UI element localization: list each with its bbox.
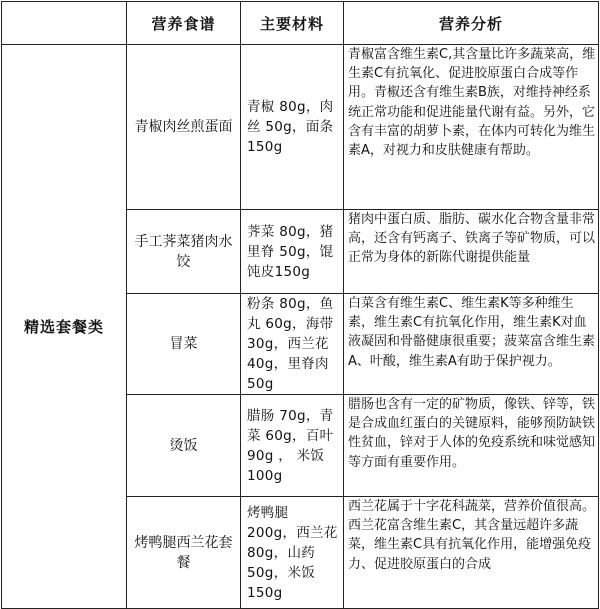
header-materials: 主要材料	[241, 2, 344, 45]
analysis-cell: 青椒富含维生素C,其含量比许多蔬菜高，维生素C有抗氧化、促进胶原蛋白合成等作用。青椒还含有维生素B族，对维持神经系统正常功能和促进能量代谢有益。另外，它含有丰富的胡萝卜素，在体内可转化为维生素A，对视力和皮肤健康有帮助。	[344, 45, 599, 210]
materials-cell: 荠菜 80g，猪里脊 50g，馄饨皮150g	[241, 210, 344, 294]
header-row	[2, 2, 599, 45]
analysis-cell: 西兰花属于十字花科蔬菜，营养价值很高。西兰花富含维生素C，其含量远超许多蔬菜，维生素C具有抗氧化作用，能增强免疫力、促进胶原蛋白的合成	[344, 497, 599, 609]
materials-cell: 烤鸭腿 200g，西兰花 80g，山药 50g，米饭 150g	[241, 497, 344, 609]
table-row	[2, 45, 599, 210]
category-cell: 精选套餐类	[2, 45, 127, 609]
recipe-cell: 烫饭	[127, 395, 241, 497]
materials-cell: 青椒 80g，肉丝 50g，面条 150g	[241, 45, 344, 210]
header-analysis: 营养分析	[344, 2, 599, 45]
materials-cell: 腊肠 70g，青菜 60g，百叶 90g ， 米饭 100g	[241, 395, 344, 497]
analysis-cell: 腊肠也含有一定的矿物质，像铁、锌等，铁是合成血红蛋白的关键原料，能够预防缺铁性贫血，锌对于人体的免疫系统和味觉感知等方面有重要作用。	[344, 395, 599, 497]
recipe-cell: 冒菜	[127, 294, 241, 395]
header-blank	[2, 2, 127, 45]
analysis-cell: 白菜含有维生素C、维生素K等多种维生素，维生素C有抗氧化作用，维生素K对血液凝固和骨骼健康很重要；菠菜富含维生素A、叶酸，维生素A有助于保护视力。	[344, 294, 599, 395]
nutrition-table	[1, 1, 599, 609]
header-recipe: 营养食谱	[127, 2, 241, 45]
recipe-cell: 青椒肉丝煎蛋面	[127, 45, 241, 210]
materials-cell: 粉条 80g，鱼丸 60g，海带 30g，西兰花 40g，里脊肉 50g	[241, 294, 344, 395]
analysis-cell: 猪肉中蛋白质、脂肪、碳水化合物含量非常高，还含有钙离子、铁离子等矿物质，可以正常为身体的新陈代谢提供能量	[344, 210, 599, 294]
recipe-cell: 烤鸭腿西兰花套餐	[127, 497, 241, 609]
recipe-cell: 手工荠菜猪肉水饺	[127, 210, 241, 294]
